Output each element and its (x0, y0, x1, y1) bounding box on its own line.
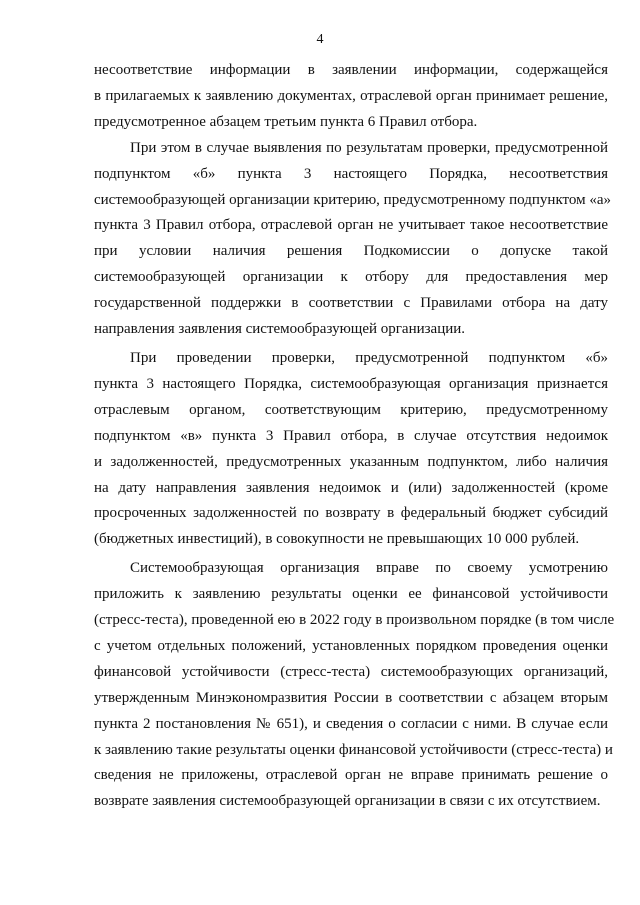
text-line: и задолженностей, предусмотренных указанным подпунктом, либо наличия (94, 453, 608, 470)
document-body (94, 58, 615, 815)
text-line: при условии наличия решения Подкомиссии о допуске такой (94, 243, 608, 260)
paragraph-continuation (94, 58, 608, 136)
paragraph-check-criteria (94, 346, 608, 553)
text-line: Системообразующая организация вправе по своему усмотрению (130, 560, 608, 577)
text-line: с учетом отдельных положений, установленных порядком проведения оценки (94, 637, 608, 654)
text-line: (стресс-теста), проведенной ею в 2022 году в произвольном порядке (в том числе (94, 612, 615, 629)
text-line: государственной поддержки в соответствии с Правилами отбора на дату (94, 295, 608, 312)
paragraph-inconsistency (94, 136, 612, 343)
text-line: При проведении проверки, предусмотренной подпунктом «б» (130, 349, 608, 366)
text-line: финансовой устойчивости (стресс-теста) системообразующих организаций, (94, 663, 608, 680)
text-line: подпунктом «в» пункта 3 Правил отбора, в случае отсутствия недоимок (94, 427, 608, 444)
text-line: несоответствие информации в заявлении информации, содержащейся (94, 62, 608, 78)
text-line: сведения не приложены, отраслевой орган не вправе принимать решение о (94, 767, 608, 784)
text-line: отраслевым органом, соответствующим критерию, предусмотренному (94, 401, 608, 418)
text-line: пункта 2 постановления № 651), и сведения о согласии с ними. В случае если (94, 715, 608, 732)
text-line: приложить к заявлению результаты оценки ее финансовой устойчивости (94, 586, 608, 603)
text-line: системообразующей организации критерию, предусмотренному подпунктом «а» (94, 191, 612, 208)
text-line: в прилагаемых к заявлению документах, отраслевой орган принимает решение, (94, 87, 608, 104)
text-line: направления заявления системообразующей организации. (94, 321, 466, 338)
text-line: системообразующей организации к отбору для предоставления мер (94, 269, 608, 286)
paragraph-stress-test (94, 556, 615, 815)
page-number: 4 (316, 32, 324, 47)
text-line: предусмотренное абзацем третьим пункта 6 Правил отбора. (94, 113, 478, 130)
text-line: возврате заявления системообразующей организации в связи с их отсутствием. (94, 793, 601, 810)
text-line: к заявлению такие результаты оценки финансовой устойчивости (стресс-теста) и (94, 741, 613, 758)
text-line: При этом в случае выявления по результатам проверки, предусмотренной (130, 139, 608, 156)
text-line: пункта 3 настоящего Порядка, системообразующая организация признается (94, 375, 608, 392)
text-line: на дату направления заявления недоимок и (или) задолженностей (кроме (94, 479, 608, 496)
text-line: просроченных задолженностей по возврату в федеральный бюджет субсидий (94, 505, 608, 522)
text-line: (бюджетных инвестиций), в совокупности не превышающих 10 000 рублей. (94, 531, 580, 548)
text-line: пункта 3 Правил отбора, отраслевой орган не учитывает такое несоответствие (94, 217, 608, 234)
text-line: утвержденным Минэкономразвития России в соответствии с абзацем вторым (94, 689, 608, 706)
text-line: подпунктом «б» пункта 3 настоящего Порядка, несоответствия (94, 165, 608, 182)
